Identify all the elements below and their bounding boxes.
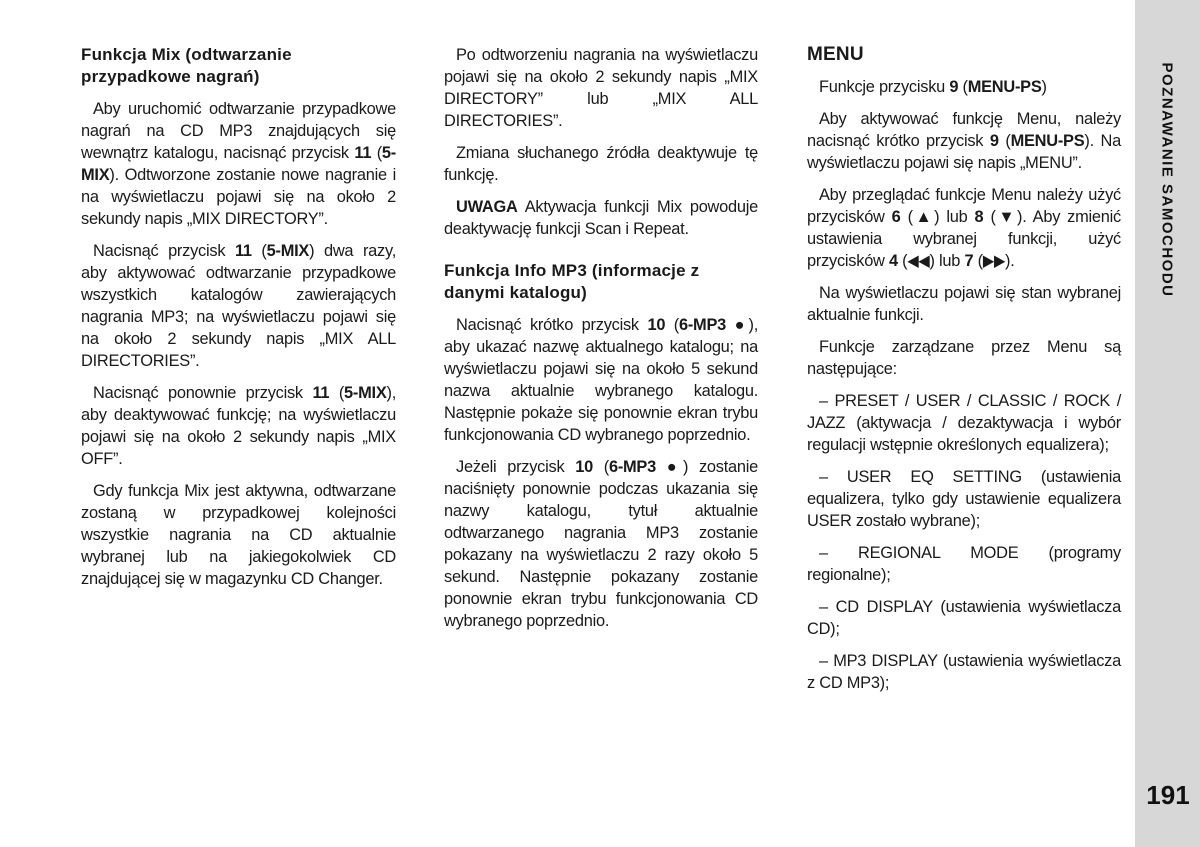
heading-menu: MENU: [807, 44, 864, 65]
heading-mix: Funkcja Mix (odtwarzanie przypadkowe nagrań): [81, 45, 292, 86]
page-number: 191: [1146, 780, 1190, 810]
list-item: – CD DISPLAY (ustawienia wyświetlacza CD);: [807, 598, 1121, 638]
paragraph: Na wyświetlaczu pojawi się stan wybranej aktualnie funkcji.: [807, 284, 1121, 324]
column-3: [807, 44, 1121, 694]
paragraph: Nacisnąć przycisk 11 (5-MIX) dwa razy, aby aktywować odtwarzanie przypadkowe wszystkich katalogów zawierających nagrania MP3; na wyświetlaczu pojawi się na około 2 sekundy napis „MIX ALL DIRECTORIES”.: [81, 242, 397, 370]
paragraph: Po odtworzeniu nagrania na wyświetlaczu pojawi się na około 2 sekundy napis „MIX DIRECTORY” lub „MIX ALL DIRECTORIES”.: [444, 46, 758, 130]
paragraph: Zmiana słuchanego źródła deaktywuje tę funkcję.: [444, 144, 758, 184]
paragraph: Aby uruchomić odtwarzanie przypadkowe nagrań na CD MP3 znajdujących się wewnątrz katalogu, nacisnąć przycisk 11 (5-MIX). Odtworzone zostanie nowe nagranie i na wyświetlaczu pojawi się na około 2 sekundy napis „MIX DIRECTORY”.: [81, 100, 396, 228]
paragraph: Funkcje przycisku 9 (MENU-PS): [819, 78, 1047, 96]
note-paragraph: UWAGA Aktywacja funkcji Mix powoduje deaktywację funkcji Scan i Repeat.: [444, 198, 758, 238]
column-1: [81, 44, 396, 590]
paragraph: Nacisnąć ponownie przycisk 11 (5-MIX), aby deaktywować funkcję; na wyświetlaczu pojawi się na około 2 sekundy napis „MIX OFF”.: [81, 384, 397, 468]
paragraph: Jeżeli przycisk 10 (6-MP3 ●) zostanie naciśnięty ponownie podczas ukazania się nazwy katalogu, tytuł aktualnie odtwarzanego nagrania MP3 zostanie pokazany na wyświetlaczu 2 razy około 5 sekund. Następnie pokazany zostanie ponownie ekran trybu funkcjonowania CD wybranego poprzednio.: [444, 458, 758, 630]
list-item: – MP3 DISPLAY (ustawienia wyświetlacza z CD MP3);: [807, 652, 1121, 692]
section-title: POZNAWANIE SAMOCHODU: [1158, 62, 1176, 298]
column-2: [444, 44, 758, 632]
list-item: – USER EQ SETTING (ustawienia equalizera, tylko gdy ustawienie equalizera USER zostało wybrane);: [807, 468, 1121, 530]
paragraph: Aby przeglądać funkcje Menu należy użyć przycisków 6 (▲) lub 8 (▼). Aby zmienić ustawienia wybranej funkcji, użyć przycisków 4 (◀◀) lub 7 (▶▶).: [807, 186, 1121, 270]
list-item: – PRESET / USER / CLASSIC / ROCK / JAZZ (aktywacja / dezaktywacja i wybór regulacji wstępnie określonych equalizera);: [807, 392, 1121, 454]
paragraph: Nacisnąć krótko przycisk 10 (6-MP3 ●), aby ukazać nazwę aktualnego katalogu; na wyświetlaczu pojawi się na około 5 sekund nazwa aktualnie wybranego katalogu. Następnie pokaże się ponownie ekran trybu funkcjonowania CD wybranego poprzednio.: [444, 316, 758, 444]
paragraph: Gdy funkcja Mix jest aktywna, odtwarzane zostaną w przypadkowej kolejności wszystkie nagrania na CD aktualnie wybranej lub na jakiegokolwiek CD znajdującej się w magazynku CD Changer.: [81, 482, 396, 588]
heading-info-mp3: Funkcja Info MP3 (informacje z danymi katalogu): [444, 261, 700, 302]
list-item: – REGIONAL MODE (programy regionalne);: [807, 544, 1121, 584]
paragraph: Aby aktywować funkcję Menu, należy nacisnąć krótko przycisk 9 (MENU-PS). Na wyświetlaczu pojawi się napis „MENU”.: [807, 110, 1121, 172]
note-label: UWAGA: [456, 198, 518, 216]
paragraph: Funkcje zarządzane przez Menu są następujące:: [807, 338, 1121, 378]
